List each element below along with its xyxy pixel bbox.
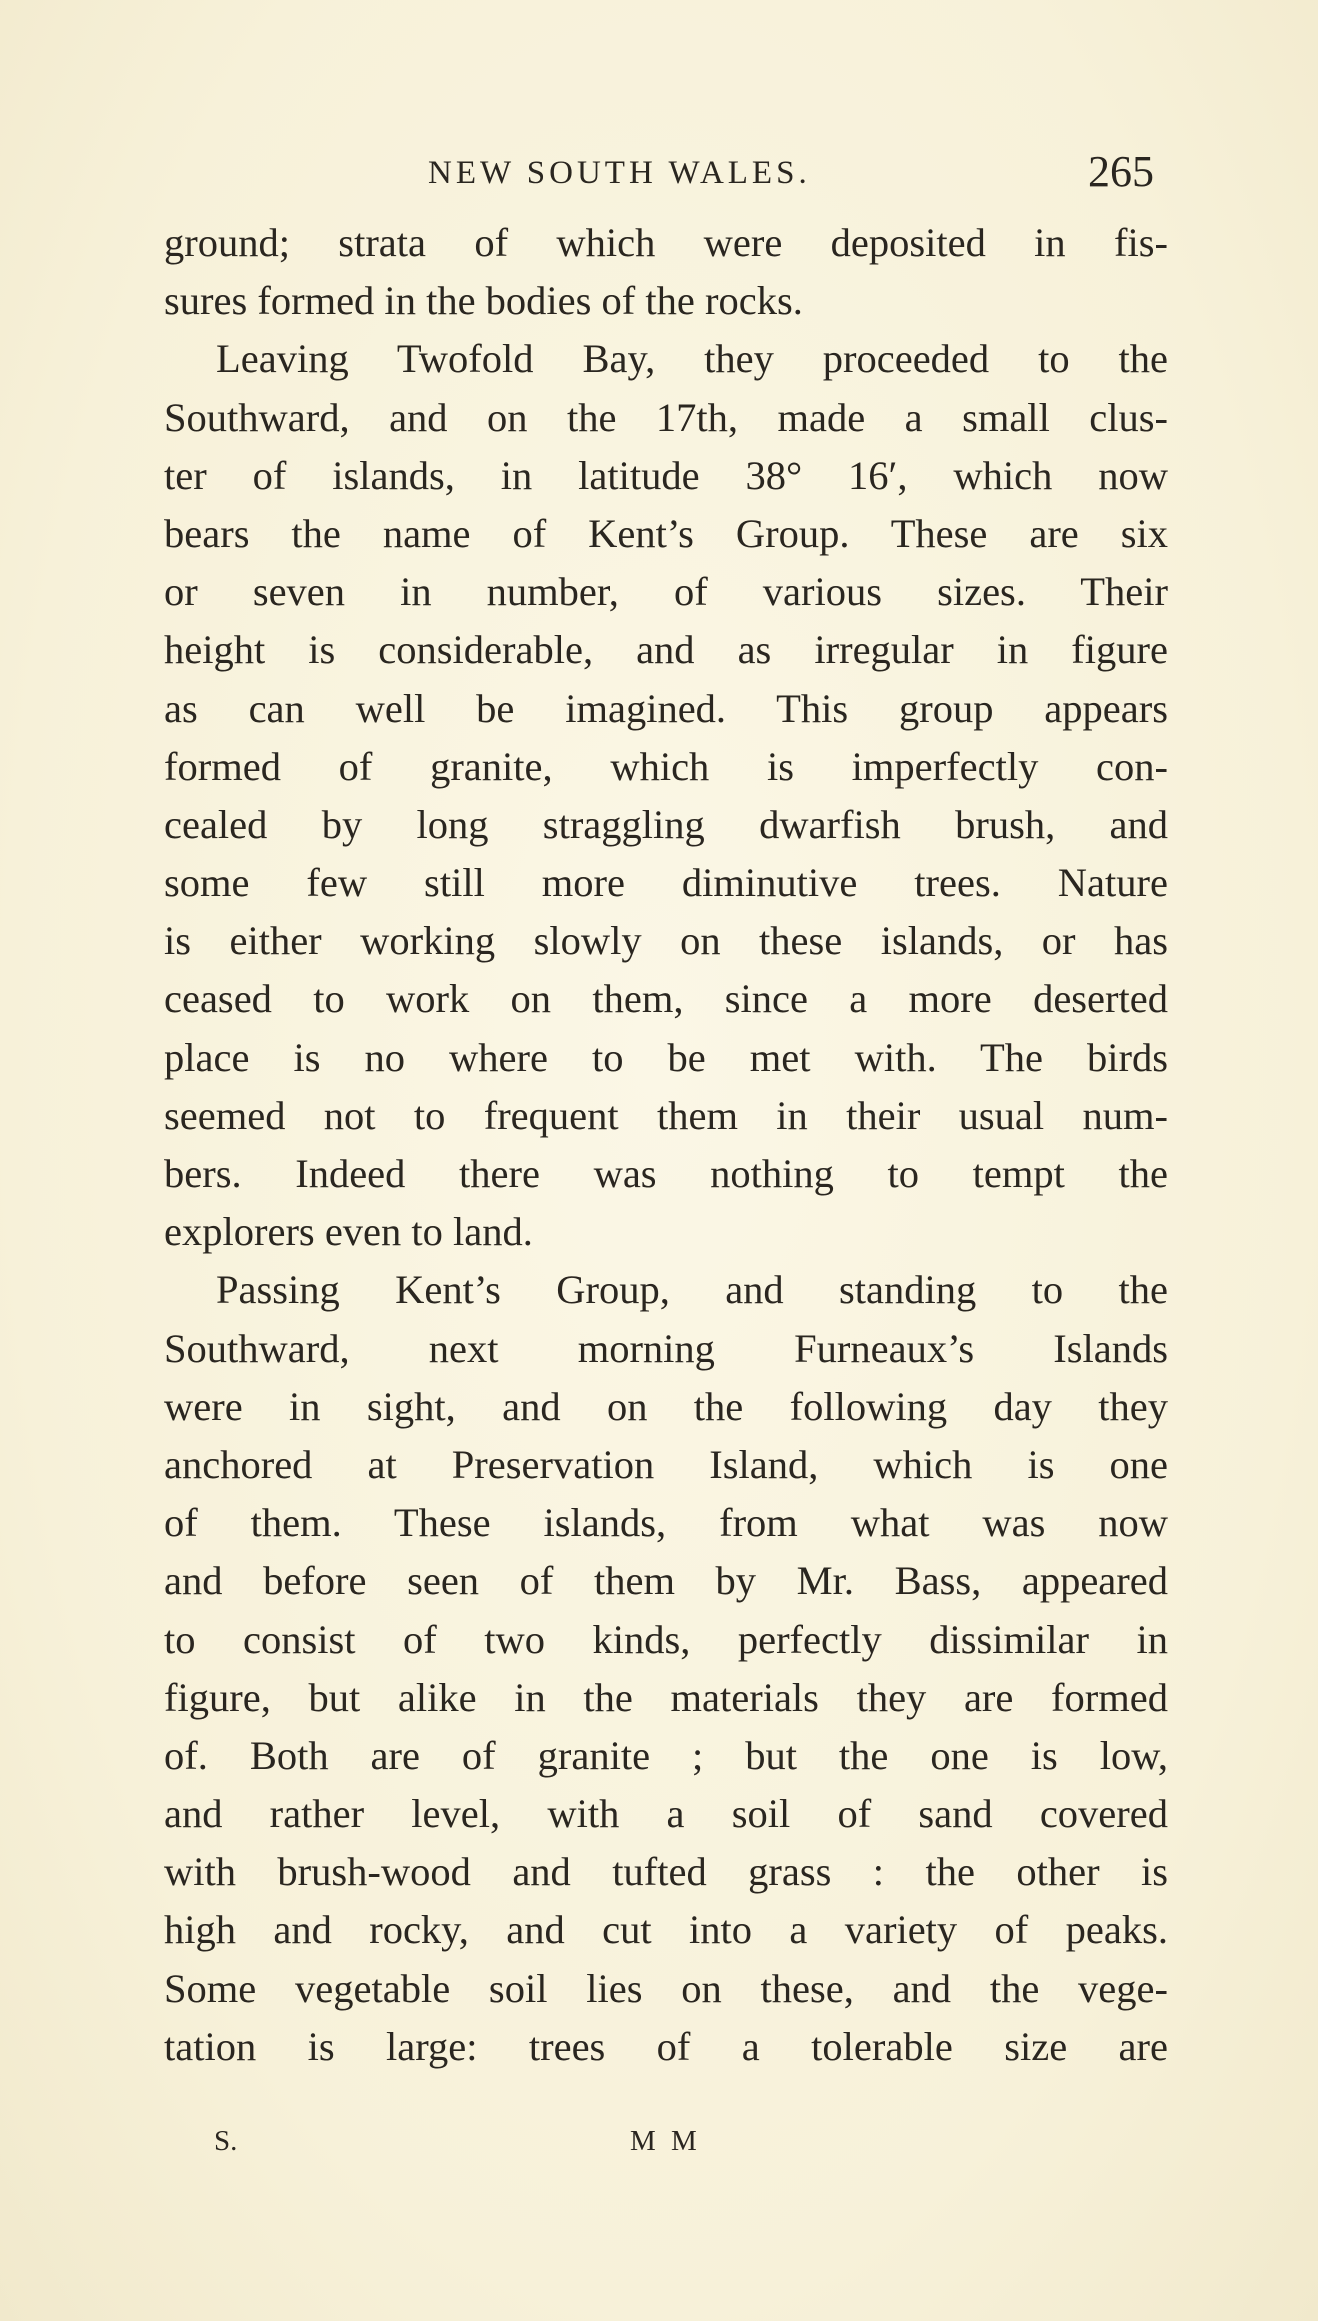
text-line: with brush-wood and tufted grass : the other is: [164, 1849, 1168, 1895]
text-line: and before seen of them by Mr. Bass, appeared: [164, 1558, 1168, 1604]
text-line: formed of granite, which is imperfectly con-: [164, 743, 1168, 789]
text-line: some few still more diminutive trees. Nature: [164, 860, 1168, 906]
paragraph-start-line: Leaving Twofold Bay, they proceeded to the: [216, 336, 1168, 382]
text-line: figure, but alike in the materials they are formed: [164, 1674, 1168, 1720]
text-line: to consist of two kinds, perfectly dissimilar in: [164, 1616, 1168, 1662]
text-line: seemed not to frequent them in their usual num-: [164, 1092, 1168, 1138]
text-line: as can well be imagined. This group appears: [164, 685, 1168, 731]
text-line: high and rocky, and cut into a variety of peaks.: [164, 1907, 1168, 1953]
text-line: or seven in number, of various sizes. Their: [164, 569, 1168, 615]
text-line: is either working slowly on these islands, or has: [164, 918, 1168, 964]
text-line: ter of islands, in latitude 38° 16′, which now: [164, 452, 1168, 498]
text-line: tation is large: trees of a tolerable size are: [164, 2023, 1168, 2069]
running-title: NEW SOUTH WALES.: [428, 155, 811, 191]
text-line: place is no where to be met with. The birds: [164, 1034, 1168, 1080]
running-head: [0, 148, 1318, 198]
text-line: Southward, and on the 17th, made a small clus-: [164, 394, 1168, 440]
text-line: height is considerable, and as irregular in figure: [164, 627, 1168, 673]
text-line: bers. Indeed there was nothing to tempt the: [164, 1151, 1168, 1196]
page-number: 265: [1088, 147, 1154, 196]
body-text: [164, 214, 1168, 2076]
text-line: Some vegetable soil lies on these, and the vege-: [164, 1965, 1168, 2011]
text-line: ground; strata of which were deposited in fis-: [164, 220, 1168, 265]
text-line: bears the name of Kent’s Group. These are six: [164, 510, 1168, 556]
text-line: Southward, next morning Furneaux’s Islands: [164, 1325, 1168, 1371]
text-line: anchored at Preservation Island, which is one: [164, 1441, 1168, 1487]
text-line: of them. These islands, from what was now: [164, 1500, 1168, 1546]
paragraph-start-line: Passing Kent’s Group, and standing to the: [216, 1267, 1168, 1313]
text-line: of. Both are of granite ; but the one is low,: [164, 1732, 1168, 1778]
text-line: explorers even to land.: [164, 1209, 533, 1255]
text-line: and rather level, with a soil of sand covered: [164, 1791, 1168, 1837]
text-line: sures formed in the bodies of the rocks.: [164, 278, 803, 324]
text-line: ceased to work on them, since a more deserted: [164, 976, 1168, 1022]
gathering-mark: M M: [630, 2125, 701, 2157]
signature-mark: S.: [214, 2125, 238, 2157]
text-line: cealed by long straggling dwarfish brush, and: [164, 801, 1168, 847]
text-line: were in sight, and on the following day they: [164, 1383, 1168, 1429]
